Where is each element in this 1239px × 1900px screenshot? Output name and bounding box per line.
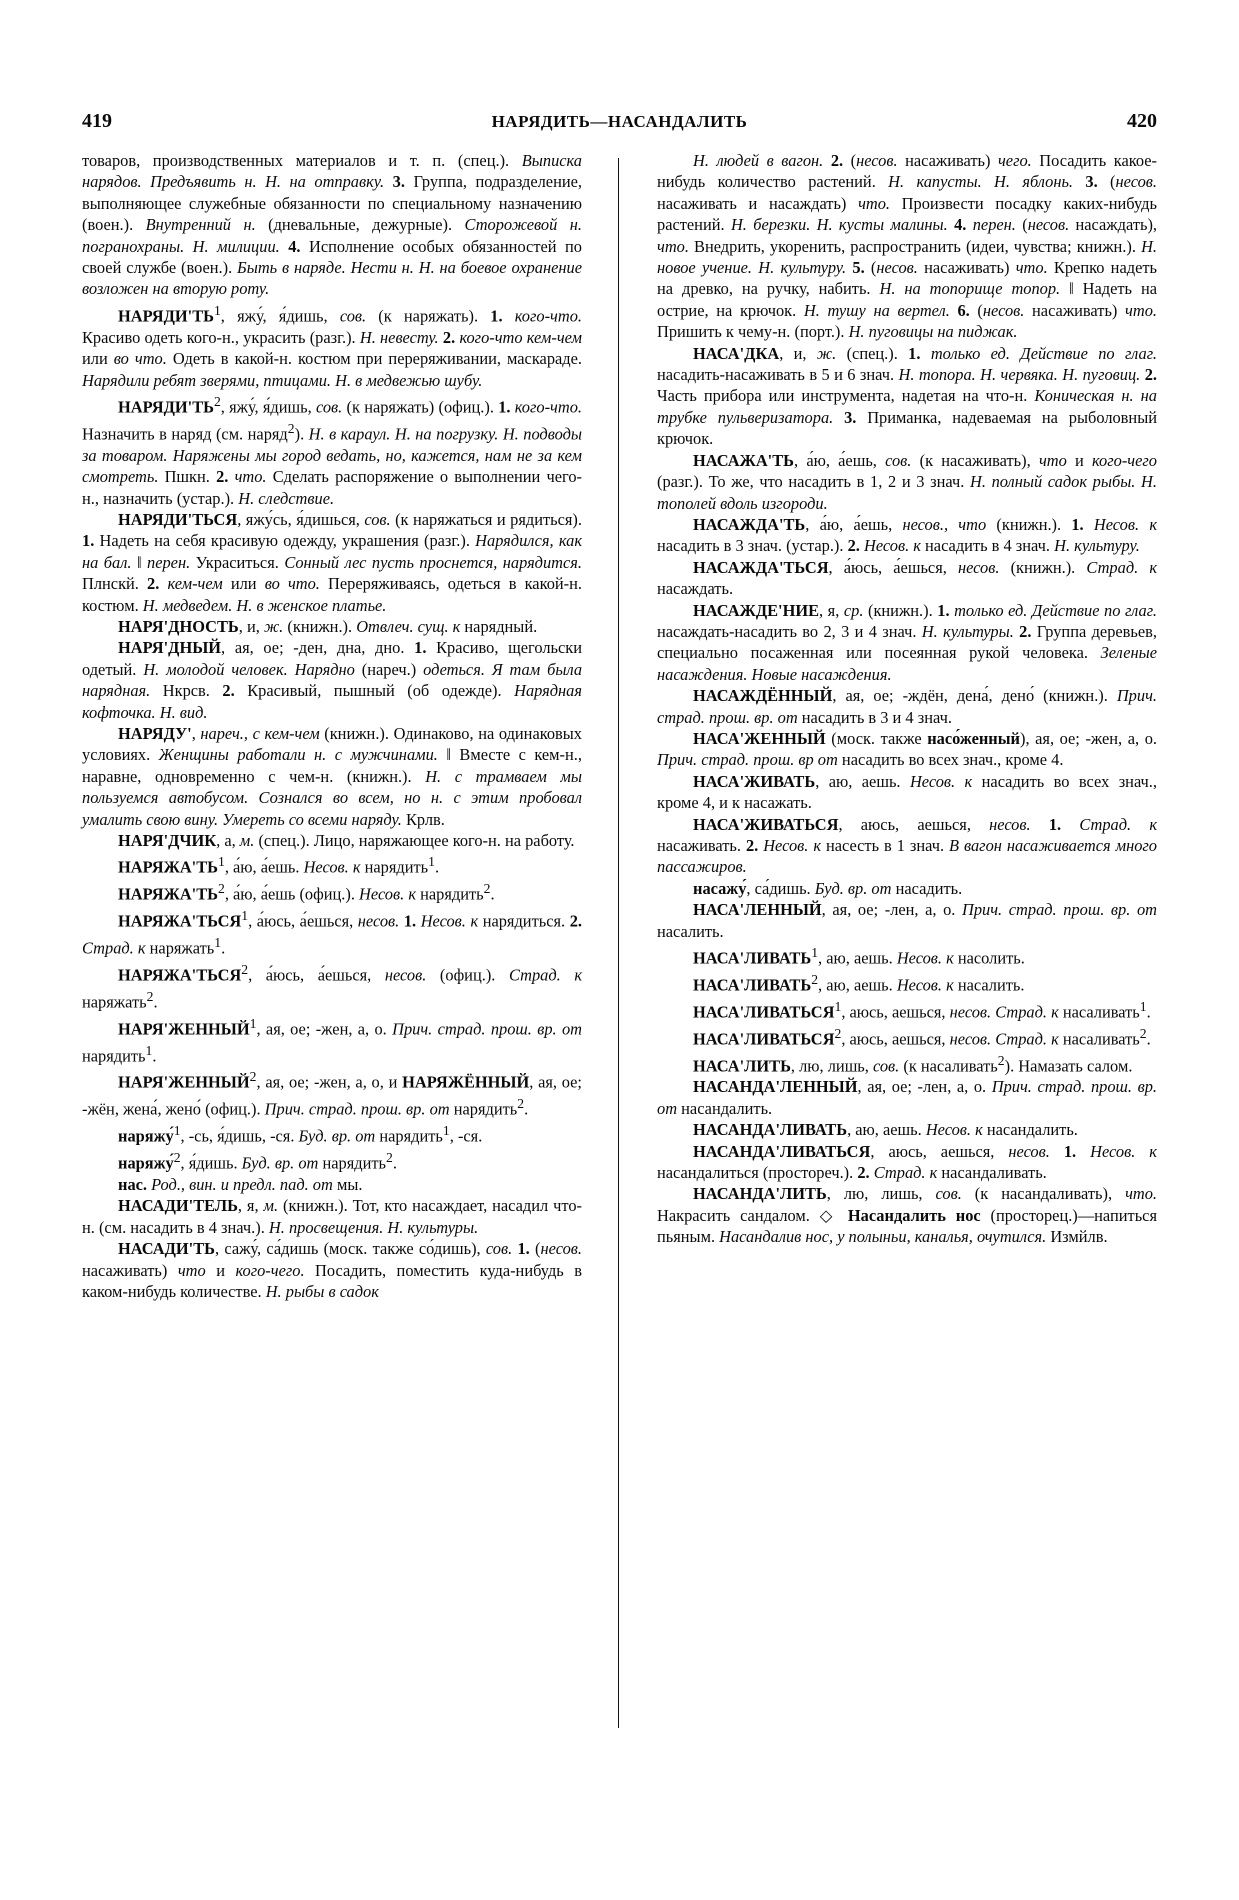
dictionary-entry: НАРЯЖА'ТЬСЯ$^2$, а́юсь, а́ешься, несов. (офиц.). Страд. к наряжать$^2$.	[82, 961, 582, 1012]
dictionary-entry: НАСАНДА'ЛЕННЫЙ, ая, ое; -лен, а, о. Прич. страд. прош. вр. от насандалить.	[657, 1077, 1157, 1118]
dictionary-entry: НАСА'ЛИВАТЬ$^1$, аю, аешь. Несов. к насолить.	[693, 945, 1025, 968]
folio-right: 420	[1127, 110, 1157, 132]
dictionary-entry: $НАРЯДИ'ТЬ^1$, яжу́, я́дишь, сов. (к наряжать). 1. кого-что. Красиво одеть кого-н., украсить (разг.). Н. невесту. 2. кого-что кем-чем или во что. Одеть в какой-н. костюм при переряживании, маскараде. Нарядили ребят зверями, птицами. Н. в медвежью шубу.	[82, 302, 583, 390]
dictionary-entry: НАРЯДИ'ТЬСЯ, яжу́сь, я́дишься, сов. (к наряжаться и рядиться). 1. Надеть на себя красивую одежду, украшения (разг.). Нарядился, как на бал. ‖ перен. Украситься. Сонный лес пусть проснется, нарядится. Плнскй. 2. кем-чем или во что. Переряживаясь, одеться в какой-н. костюм. Н. медведем. Н. в женское платье.	[82, 509, 583, 615]
dictionary-entry: НАСА'ЛИВАТЬ$^2$, аю, аешь. Несов. к насалить.	[693, 971, 1025, 995]
dictionary-entry: НАСА'ЖЕННЫЙ (моск. также насо́женный), ая, ое; -жен, а, о. Прич. страд. прош. вр от насадить во всех знач., кроме 4.	[657, 728, 1157, 770]
dictionary-entry: Н. людей в вагон. 2. (несов. насаживать) чего. Посадить какое-нибудь количество растений. Н. капусты. Н. яблонь. 3. (несов. насаживать и насаждать) что. Произвести посадку каких-нибудь растений. Н. березки. Н. кусты малины. 4. перен. (несов. насаждать), что. Внедрить, укоренить, распространить (идеи, чувства; книжн.). Н. новое учение. Н. культуру. 5. (несов. насаживать) что. Крепко надеть на древко, на ручку, набить. Н. на топорище топор. ‖ Надеть на острие, на крючок. Н. тушу на вертел. 6. (несов. насаживать) что. Пришить к чему-н. (порт.). Н. пуговицы на пиджак.	[657, 151, 1158, 342]
dictionary-entry: НАСАЖДА'ТЬ, а́ю, а́ешь, несов., что (книжн.). 1. Несов. к насадить в 3 знач. (устар.). 2. Несов. к насадить в 4 знач. Н. культуру.	[657, 514, 1157, 556]
dictionary-entry: НАРЯ'ДНОСТЬ, и, ж. (книжн.). Отвлеч. сущ. к нарядный.	[118, 616, 538, 636]
dictionary-entry: НАРЯ'ДНЫЙ, ая, ое; -ден, дна, дно. 1. Красиво, щегольски одетый. Н. молодой человек. Нарядно (нареч.) одеться. Я там была нарядная. Нкрсв. 2. Красивый, пышный (об одежде). Нарядная кофточка. Н. вид.	[82, 638, 583, 722]
dictionary-entry: НАСАЖДЁННЫЙ, ая, ое; -ждён, дена́, дено́ (книжн.). Прич. страд. прош. вр. от насадить в 3 и 4 знач.	[657, 686, 1157, 727]
dictionary-entry: насажу́, са́дишь. Буд. вр. от насадить.	[693, 878, 963, 898]
dictionary-entry: НАСАЖДЕ'НИЕ, я, ср. (книжн.). 1. только ед. Действие по глаг. насаждать-насадить во 2, 3 и 4 знач. Н. культуры. 2. Группа деревьев, специально посаженная или посеянная рукой человека. Зеленые насаждения. Новые насаждения.	[657, 600, 1157, 684]
dictionary-entry: НАРЯ'ЖЕННЫЙ$^2$, ая, ое; -жен, а, о, и НАРЯЖЁННЫЙ, ая, ое; -жён, жена́, жено́ (офиц.). Прич. страд. прош. вр. от нарядить$^2$.	[82, 1069, 582, 1119]
page-header	[82, 110, 1157, 136]
folio-left: 419	[82, 110, 112, 132]
dictionary-entry: НАСАДИ'ТЕЛЬ, я, м. (книжн.). Тот, кто насаждает, насадил что-н. (см. насадить в 4 знач.). Н. просвещения. Н. культуры.	[82, 1196, 582, 1237]
dictionary-entry: нас. Род., вин. и предл. пад. от мы.	[118, 1174, 363, 1194]
dictionary-entry: $НАРЯЖА'ТЬ^2$, а́ю, а́ешь (офиц.). Несов. к нарядить$^2$.	[118, 881, 495, 904]
dictionary-entry: НАСА'ЛИТЬ, лю, лишь, сов. (к насаливать$^2$). Намазать салом.	[693, 1052, 1133, 1075]
dictionary-entry: НАСА'ЛЕННЫЙ, ая, ое; -лен, а, о. Прич. страд. прош. вр. от насалить.	[657, 900, 1157, 941]
dictionary-entry: НАСА'ЛИВАТЬСЯ$^2$, аюсь, аешься, несов. Страд. к насаливать$^2$.	[693, 1025, 1151, 1049]
dictionary-entry: НАРЯЖА'ТЬСЯ$^1$, а́юсь, а́ешься, несов. 1. Несов. к нарядиться. 2. Страд. к наряжать$^1$.	[82, 908, 582, 958]
dictionary-entry: НАСАЖА'ТЬ, а́ю, а́ешь, сов. (к насаживать), что и кого-чего (разг.). То же, что насадить в 1, 2 и 3 знач. Н. полный садок рыбы. Н. тополей вдоль изгороди.	[657, 450, 1157, 513]
dictionary-entry: НАСА'ЖИВАТЬСЯ, аюсь, аешься, несов. 1. Страд. к насаживать. 2. Несов. к насесть в 1 знач. В вагон насаживается много пассажиров.	[657, 814, 1157, 877]
dictionary-entry: НАСАНДА'ЛИТЬ, лю, лишь, сов. (к насандаливать), что. Накрасить сандалом. ◇ Насандалить нос (просторец.)—напиться пьяным. Насандалив нос, у полыньи, каналья, очутился. Измйлв.	[657, 1184, 1158, 1247]
dictionary-entry: НАРЯ'ЖЕННЫЙ$^1$, ая, ое; -жен, а, о. Прич. страд. прош. вр. от нарядить$^1$.	[82, 1015, 582, 1065]
dictionary-entry: НАСАДИ'ТЬ, сажу́, са́дишь (моск. также со́дишь), сов. 1. (несов. насаживать) что и кого-чего. Посадить, поместить куда-нибудь в каком-нибудь количестве. Н. рыбы в садок	[82, 1239, 583, 1301]
dictionary-entry: НАРЯДУ', нареч., с кем-чем (книжн.). Одинаково, на одинаковых условиях. Женщины работали н. с мужчинами. ‖ Вместе с кем-н., наравне, одновременно с чем-н. (книжн.). Н. с трамваем мы пользуемся автобусом. Сознался во всем, но н. с этим пробовал умалить свою вину. Умереть со всеми наряду. Крлв.	[82, 723, 582, 829]
dictionary-entry: НАСАНДА'ЛИВАТЬ, аю, аешь. Несов. к насандалить.	[693, 1120, 1078, 1140]
dictionary-entry: наряжу́$^2$, я́дишь. Буд. вр. от нарядить$^2$.	[118, 1150, 397, 1173]
dictionary-entry: НАСА'ДКА, и, ж. (спец.). 1. только ед. Действие по глаг. насадить-насаживать в 5 и 6 знач. Н. топора. Н. червяка. Н. пуговиц. 2. Часть прибора или инструмента, надетая на что-н. Коническая н. на трубке пульверизатора. 3. Приманка, надеваемая на рыболовный крючок.	[657, 343, 1157, 449]
dictionary-entry: товаров, производственных материалов и т. п. (спец.). Выписка нарядов. Предъявить н. Н. на отправку. 3. Группа, подразделение, выполняющее служебные обязанности по специальному назначению (воен.). Внутренний н. (дневальные, дежурные). Сторожевой н. погранохраны. Н. милиции. 4. Исполнение особых обязанностей по своей службе (воен.). Быть в наряде. Нести н. Н. на боевое охранение возложен на вторую роту.	[82, 151, 582, 299]
text-columns	[82, 150, 1157, 1302]
right-column	[657, 150, 1157, 1302]
dictionary-entry: НАРЯ'ДЧИК, а, м. (спец.). Лицо, наряжающее кого-н. на работу.	[118, 831, 575, 850]
running-head: НАРЯДИТЬ—НАСАНДАЛИТЬ	[491, 112, 748, 131]
dictionary-entry: НАСА'ЖИВАТЬ, аю, аешь. Несов. к насадить во всех знач., кроме 4, и к насажать.	[657, 771, 1157, 813]
dictionary-entry: $НАРЯДИ'ТЬ^2$, яжу́, я́дишь, сов. (к наряжать) (офиц.). 1. кого-что. Назначить в наряд (см. наряд$^2$). Н. в караул. Н. на погрузку. Н. подводы за товаром. Наряжены мы город ведать, но, кажется, нам не за кем смотреть. Пшкн. 2. что. Сделать распоряжение о выполнении чего-н., назначить (устар.). Н. следствие.	[82, 393, 582, 508]
dictionary-entry: НАСАНДА'ЛИВАТЬСЯ, аюсь, аешься, несов. 1. Несов. к насандалиться (простореч.). 2. Страд. к насандаливать.	[657, 1141, 1157, 1183]
dictionary-entry: НАСАЖДА'ТЬСЯ, а́юсь, а́ешься, несов. (книжн.). Страд. к насаждать.	[657, 557, 1157, 599]
dictionary-entry: наряжу́$^1$, -сь, я́дишь, -ся. Буд. вр. от нарядить$^1$, -ся.	[118, 1123, 483, 1146]
dictionary-entry: $НАРЯЖА'ТЬ^1$, а́ю, а́ешь. Несов. к нарядить$^1$.	[118, 854, 440, 877]
left-column	[82, 150, 582, 1302]
dictionary-entry: НАСА'ЛИВАТЬСЯ$^1$, аюсь, аешься, несов. Страд. к насаливать$^1$.	[693, 998, 1151, 1022]
